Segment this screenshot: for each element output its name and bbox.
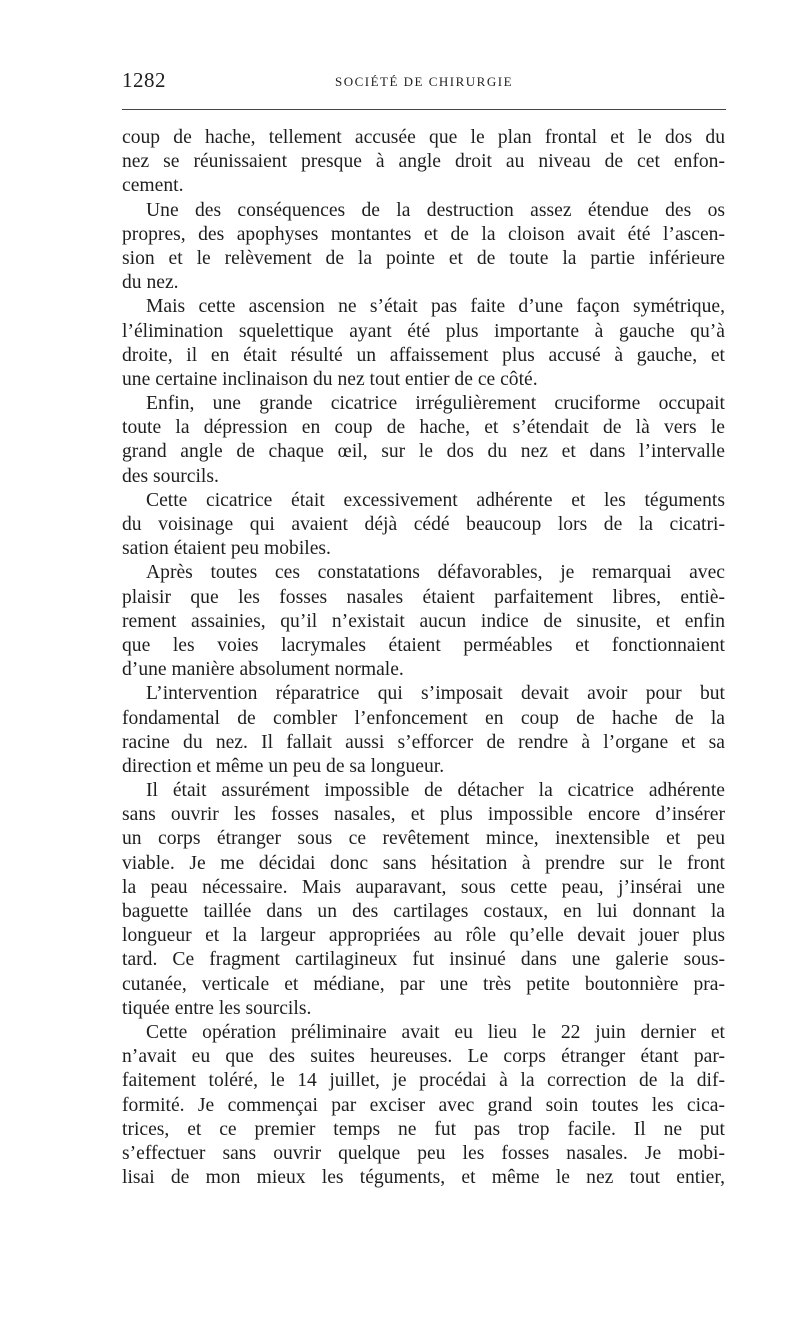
paragraph	[122, 779, 725, 1021]
text-line: droite, il en était résulté un affaissement plus accusé à gauche, et	[122, 344, 725, 366]
paragraph	[122, 392, 725, 489]
text-line: rement assainies, qu’il n’existait aucun indice de sinusite, et enfin	[122, 610, 725, 632]
text-line: toute la dépression en coup de hache, et s’étendait de là vers le	[122, 417, 725, 439]
text-line: cement.	[122, 175, 184, 197]
text-line: L’intervention réparatrice qui s’imposait devait avoir pour but	[146, 683, 725, 705]
text-line: formité. Je commençai par exciser avec grand soin toutes les cica-	[122, 1094, 725, 1116]
paragraph	[122, 682, 725, 779]
text-line: un corps étranger sous ce revêtement mince, inextensible et peu	[122, 828, 725, 850]
text-line: sion et le relèvement de la pointe et de toute la partie inférieure	[122, 247, 725, 269]
page-header	[122, 68, 726, 98]
text-line: d’une manière absolument normale.	[122, 659, 404, 681]
text-line: Après toutes ces constatations défavorables, je remarquai avec	[146, 562, 725, 584]
paragraph	[122, 561, 725, 682]
running-head: SOCIÉTÉ DE CHIRURGIE	[334, 74, 514, 89]
text-line: du nez.	[122, 272, 179, 294]
text-line: Cette cicatrice était excessivement adhérente et les téguments	[146, 489, 725, 511]
text-line: tiquée entre les sourcils.	[122, 997, 312, 1019]
text-line: Il était assurément impossible de détacher la cicatrice adhérente	[146, 780, 725, 802]
text-line: nez se réunissaient presque à angle droit au niveau de cet enfon-	[122, 151, 725, 173]
text-line: des sourcils.	[122, 465, 219, 487]
text-line: propres, des apophyses montantes et de la cloison avait été l’ascen-	[122, 223, 725, 245]
text-line: la peau nécessaire. Mais auparavant, sous cette peau, j’insérai une	[122, 876, 725, 898]
text-line: sation étaient peu mobiles.	[122, 538, 331, 560]
paragraph	[122, 489, 725, 562]
text-line: plaisir que les fosses nasales étaient parfaitement libres, entiè-	[122, 586, 725, 608]
body-text	[122, 126, 725, 1190]
text-line: lisai de mon mieux les téguments, et même le nez tout entier,	[122, 1167, 725, 1189]
page-number: 1282	[122, 68, 166, 92]
text-line: coup de hache, tellement accusée que le plan frontal et le dos du	[122, 127, 725, 148]
text-line: faitement toléré, le 14 juillet, je procédai à la correction de la dif-	[122, 1070, 725, 1092]
text-line: tard. Ce fragment cartilagineux fut insinué dans une galerie sous-	[122, 949, 725, 971]
text-line: viable. Je me décidai donc sans hésitation à prendre sur le front	[122, 852, 725, 874]
paragraph	[122, 295, 725, 392]
text-line: fondamental de combler l’enfoncement en coup de hache de la	[122, 707, 725, 729]
text-line: que les voies lacrymales étaient perméables et fonctionnaient	[122, 634, 725, 656]
text-line: racine du nez. Il fallait aussi s’efforcer de rendre à l’organe et sa	[122, 731, 725, 753]
text-line: grand angle de chaque œil, sur le dos du nez et dans l’intervalle	[122, 441, 725, 463]
text-line: cutanée, verticale et médiane, par une très petite boutonnière pra-	[122, 973, 725, 995]
text-line: du voisinage qui avaient déjà cédé beaucoup lors de la cicatri-	[122, 514, 725, 535]
paragraph	[122, 126, 725, 199]
text-line: Une des conséquences de la destruction assez étendue des os	[146, 199, 725, 221]
paragraph	[122, 1021, 725, 1190]
header-rule	[122, 109, 726, 110]
text-line: sans ouvrir les fosses nasales, et plus impossible encore d’insérer	[122, 804, 725, 826]
paragraph	[122, 199, 725, 296]
text-line: longueur et la largeur appropriées au rôle qu’elle devait jouer plus	[122, 925, 725, 947]
text-line: une certaine inclinaison du nez tout entier de ce côté.	[122, 368, 538, 390]
text-line: l’élimination squelettique ayant été plus importante à gauche qu’à	[122, 320, 725, 342]
text-line: trices, et ce premier temps ne fut pas trop facile. Il ne put	[122, 1118, 725, 1140]
text-line: n’avait eu que des suites heureuses. Le corps étranger étant par-	[122, 1046, 725, 1068]
text-line: Enfin, une grande cicatrice irrégulièrement cruciforme occupait	[146, 393, 725, 415]
text-line: Mais cette ascension ne s’était pas faite d’une façon symétrique,	[146, 296, 725, 318]
text-line: direction et même un peu de sa longueur.	[122, 755, 445, 777]
text-line: s’effectuer sans ouvrir quelque peu les fosses nasales. Je mobi-	[122, 1142, 725, 1164]
text-line: baguette taillée dans un des cartilages costaux, en lui donnant la	[122, 901, 725, 922]
text-line: Cette opération préliminaire avait eu lieu le 22 juin dernier et	[146, 1021, 725, 1043]
